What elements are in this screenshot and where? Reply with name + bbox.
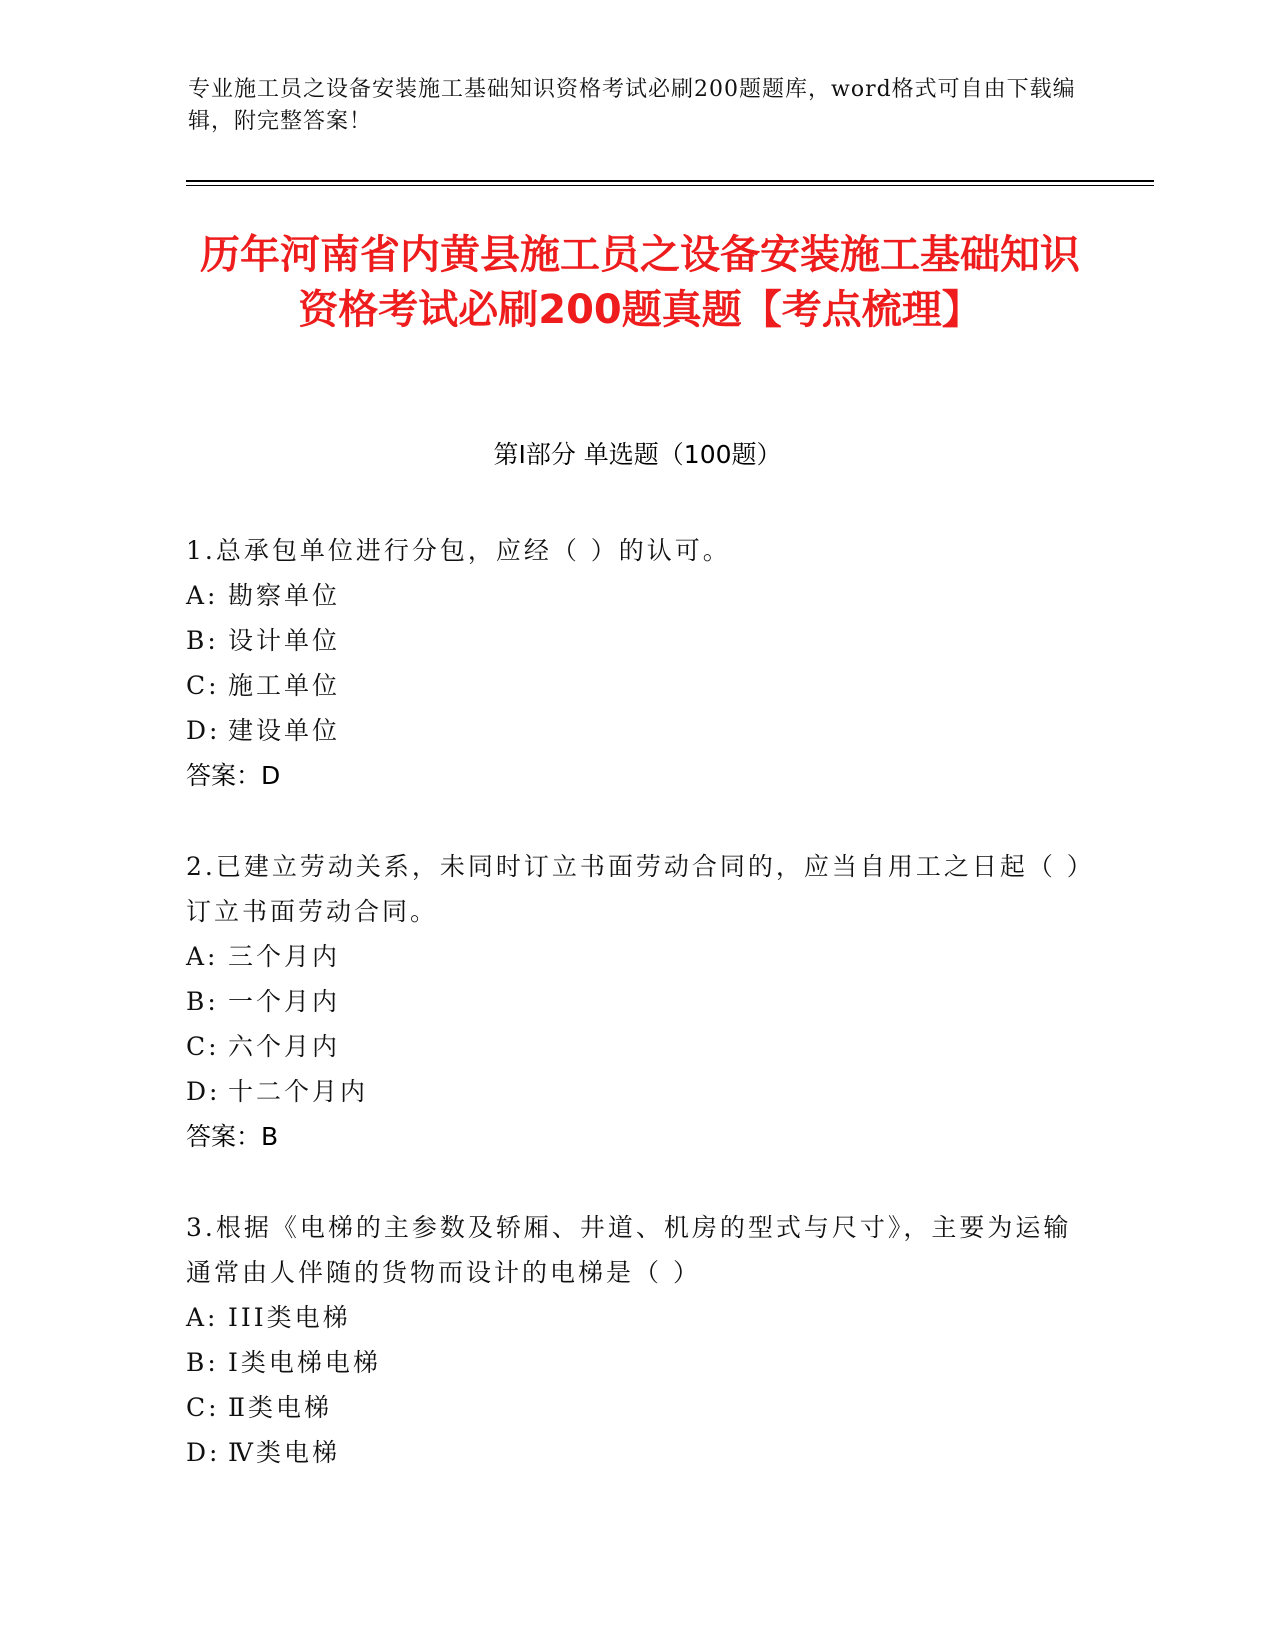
question-1 bbox=[186, 528, 1086, 798]
option-c bbox=[186, 663, 1086, 708]
option-a bbox=[186, 1295, 1086, 1340]
option-text: III类电梯 bbox=[228, 1303, 351, 1332]
option-text: Ⅳ类电梯 bbox=[228, 1438, 340, 1467]
section-heading: 第I部分 单选题（100题） bbox=[493, 440, 782, 469]
option-text: 一个月内 bbox=[228, 987, 341, 1016]
option-text: 十二个月内 bbox=[228, 1077, 369, 1106]
option-text: 建设单位 bbox=[228, 716, 341, 745]
option-d bbox=[186, 708, 1086, 753]
option-letter: B: bbox=[186, 626, 219, 655]
option-letter: A: bbox=[186, 942, 219, 971]
option-text: Ⅰ类电梯电梯 bbox=[228, 1348, 381, 1377]
option-letter: C: bbox=[186, 1393, 220, 1422]
option-letter: D: bbox=[186, 1438, 221, 1467]
option-d bbox=[186, 1430, 1086, 1475]
document-title: 历年河南省内黄县施工员之设备安装施工基础知识资格考试必刷200题真题【考点梳理】 bbox=[200, 232, 1080, 333]
question-stem: 1.总承包单位进行分包，应经（ ）的认可。 bbox=[186, 536, 731, 565]
option-text: 施工单位 bbox=[228, 671, 341, 700]
header-divider-thick bbox=[186, 180, 1154, 182]
answer-line: 答案：B bbox=[186, 1122, 279, 1151]
question-stem: 2.已建立劳动关系，未同时订立书面劳动合同的，应当自用工之日起（ ）订立书面劳动合同。 bbox=[186, 852, 1083, 926]
option-text: 六个月内 bbox=[228, 1032, 341, 1061]
header-divider-thin bbox=[186, 185, 1154, 186]
question-list bbox=[186, 528, 1086, 1521]
option-b bbox=[186, 1340, 1086, 1385]
option-b bbox=[186, 979, 1086, 1024]
answer-line: 答案：D bbox=[186, 761, 281, 790]
option-letter: D: bbox=[186, 716, 221, 745]
question-stem: 3.根据《电梯的主参数及轿厢、井道、机房的型式与尺寸》，主要为运输通常由人伴随的货物而设计的电梯是（ ） bbox=[186, 1213, 1072, 1287]
header-note: 专业施工员之设备安装施工基础知识资格考试必刷200题题库，word格式可自由下载编辑，附完整答案！ bbox=[188, 77, 1076, 134]
option-a bbox=[186, 934, 1086, 979]
question-3 bbox=[186, 1205, 1086, 1475]
option-c bbox=[186, 1385, 1086, 1430]
option-letter: B: bbox=[186, 987, 219, 1016]
option-b bbox=[186, 618, 1086, 663]
option-letter: D: bbox=[186, 1077, 221, 1106]
option-c bbox=[186, 1024, 1086, 1069]
option-text: 勘察单位 bbox=[228, 581, 341, 610]
option-text: Ⅱ类电梯 bbox=[228, 1393, 332, 1422]
question-2 bbox=[186, 844, 1086, 1159]
option-letter: A: bbox=[186, 581, 219, 610]
option-d bbox=[186, 1069, 1086, 1114]
option-a bbox=[186, 573, 1086, 618]
option-letter: A: bbox=[186, 1303, 219, 1332]
option-letter: B: bbox=[186, 1348, 219, 1377]
option-letter: C: bbox=[186, 1032, 220, 1061]
option-text: 设计单位 bbox=[228, 626, 341, 655]
option-letter: C: bbox=[186, 671, 220, 700]
option-text: 三个月内 bbox=[228, 942, 341, 971]
